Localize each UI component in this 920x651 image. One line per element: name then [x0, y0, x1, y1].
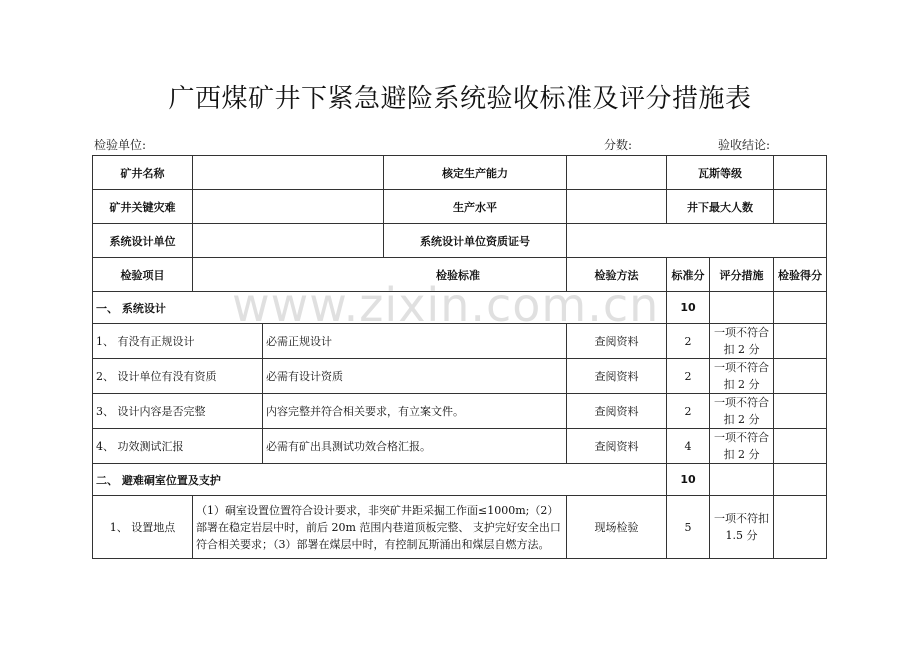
section-got-score[interactable] — [774, 464, 827, 496]
score-cell: 2 — [667, 324, 710, 359]
standard-cell: 必需正规设计 — [263, 324, 567, 359]
production-level-value[interactable] — [567, 190, 667, 224]
measure-cell: 一项不符合扣 2 分 — [710, 359, 774, 394]
item-cell: 4、 功效测试汇报 — [93, 429, 263, 464]
gas-level-label: 瓦斯等级 — [667, 156, 774, 190]
item-cell: 1、 有没有正规设计 — [93, 324, 263, 359]
header-method: 检验方法 — [567, 258, 667, 292]
header-std-score: 标准分 — [667, 258, 710, 292]
header-standard: 检验标准 — [193, 258, 567, 292]
info-row-1 — [93, 156, 827, 190]
header-got-score: 检验得分 — [774, 258, 827, 292]
key-disaster-value[interactable] — [193, 190, 384, 224]
design-unit-value[interactable] — [193, 224, 384, 258]
page-title: 广西煤矿井下紧急避险系统验收标准及评分措施表 — [168, 84, 752, 114]
design-cert-value[interactable] — [567, 224, 827, 258]
max-people-value[interactable] — [774, 190, 827, 224]
max-people-label: 井下最大人数 — [667, 190, 774, 224]
measure-cell: 一项不符扣 1.5 分 — [710, 496, 774, 559]
got-score-cell[interactable] — [774, 394, 827, 429]
section-row — [93, 292, 827, 324]
standard-cell: 必需有设计资质 — [263, 359, 567, 394]
inspection-table — [92, 155, 827, 559]
item-cell: 2、 设计单位有没有资质 — [93, 359, 263, 394]
score-cell: 2 — [667, 359, 710, 394]
design-cert-label: 系统设计单位资质证号 — [384, 224, 567, 258]
section-title: 二、 避难硐室位置及支护 — [93, 464, 667, 496]
score-cell: 4 — [667, 429, 710, 464]
section-score: 10 — [667, 292, 710, 324]
section-row — [93, 464, 827, 496]
method-cell: 查阅资料 — [567, 394, 667, 429]
method-cell: 查阅资料 — [567, 324, 667, 359]
section-got-score[interactable] — [774, 292, 827, 324]
got-score-cell[interactable] — [774, 496, 827, 559]
score-label: 分数: — [604, 138, 633, 152]
item-cell: 1、 设置地点 — [93, 496, 193, 559]
method-cell: 现场检验 — [567, 496, 667, 559]
got-score-cell[interactable] — [774, 359, 827, 394]
inspection-unit-label: 检验单位: — [94, 138, 147, 152]
standard-cell: 必需有矿出具测试功效合格汇报。 — [263, 429, 567, 464]
table-row — [93, 429, 827, 464]
header-row — [93, 258, 827, 292]
conclusion-label: 验收结论: — [718, 138, 771, 152]
section-measure — [710, 292, 774, 324]
info-row-3 — [93, 224, 827, 258]
capacity-value[interactable] — [567, 156, 667, 190]
score-cell: 5 — [667, 496, 710, 559]
table-row — [93, 394, 827, 429]
table-row — [93, 496, 827, 559]
gas-level-value[interactable] — [774, 156, 827, 190]
mine-name-value[interactable] — [193, 156, 384, 190]
header-item: 检验项目 — [93, 258, 193, 292]
got-score-cell[interactable] — [774, 429, 827, 464]
production-level-label: 生产水平 — [384, 190, 567, 224]
section-title: 一、 系统设计 — [93, 292, 667, 324]
method-cell: 查阅资料 — [567, 429, 667, 464]
table-row — [93, 324, 827, 359]
measure-cell: 一项不符合扣 2 分 — [710, 324, 774, 359]
capacity-label: 核定生产能力 — [384, 156, 567, 190]
key-disaster-label: 矿井关键灾难 — [93, 190, 193, 224]
table-row — [93, 359, 827, 394]
header-measure: 评分措施 — [710, 258, 774, 292]
info-row-2 — [93, 190, 827, 224]
standard-cell: （1）硐室设置位置符合设计要求，非突矿井距采掘工作面≤1000m;（2）部署在稳定岩层中时，前后 20m 范围内巷道顶板完整、 支护完好安全出口符合相关要求；（3）部署在煤层中时，有控制瓦斯涌出和煤层自燃方法。 — [193, 496, 567, 559]
watermark: www.zixin.com.cn — [232, 278, 660, 332]
standard-cell: 内容完整并符合相关要求，有立案文件。 — [263, 394, 567, 429]
item-cell: 3、 设计内容是否完整 — [93, 394, 263, 429]
design-unit-label: 系统设计单位 — [93, 224, 193, 258]
measure-cell: 一项不符合扣 2 分 — [710, 394, 774, 429]
method-cell: 查阅资料 — [567, 359, 667, 394]
score-cell: 2 — [667, 394, 710, 429]
mine-name-label: 矿井名称 — [93, 156, 193, 190]
measure-cell: 一项不符合扣 2 分 — [710, 429, 774, 464]
section-measure — [710, 464, 774, 496]
section-score: 10 — [667, 464, 710, 496]
got-score-cell[interactable] — [774, 324, 827, 359]
